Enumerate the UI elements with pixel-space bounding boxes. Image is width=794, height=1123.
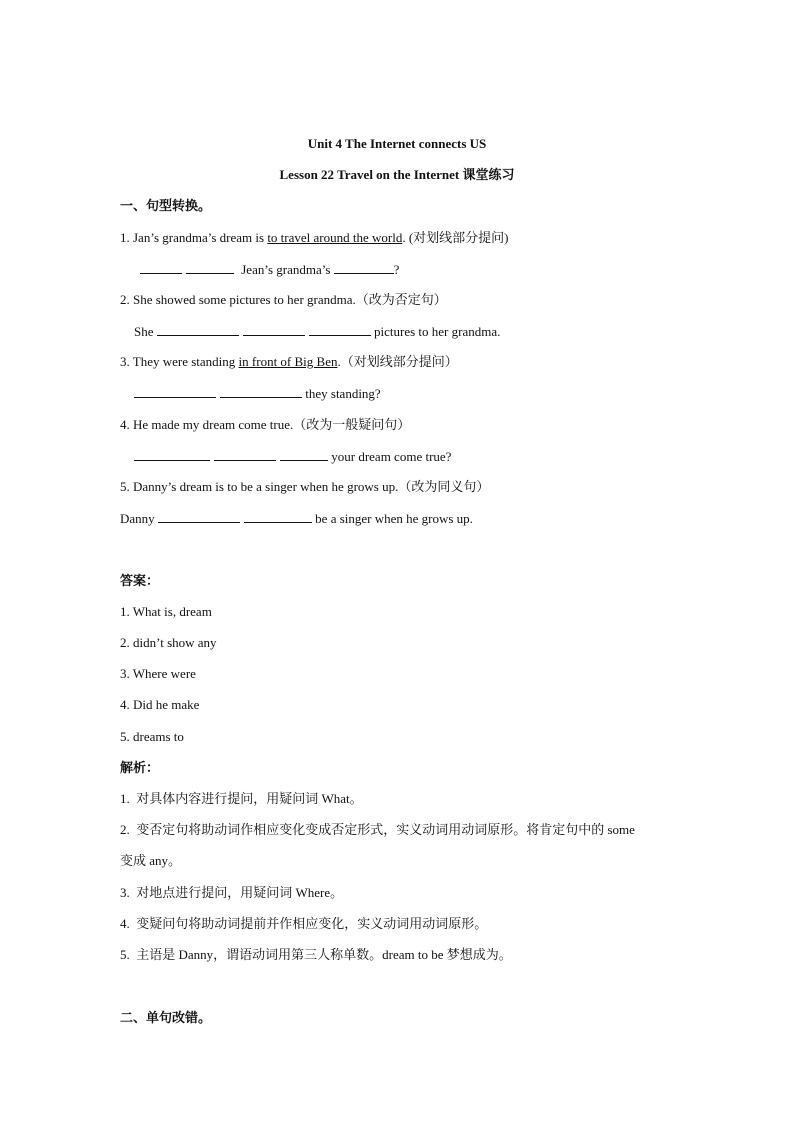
- answer-line-1-mid: Jean’s grandma’s: [238, 262, 334, 277]
- analysis-item: 4. 变疑问句将助动词提前并作相应变化，实义动词用动词原形。: [120, 916, 488, 931]
- blank[interactable]: [157, 323, 239, 336]
- answer-line-4: [134, 448, 451, 465]
- analysis-item: 2. 变否定句将助动词作相应变化变成否定形式，实义动词用动词原形。将肯定句中的 some: [120, 822, 635, 837]
- question-3: [120, 354, 458, 370]
- answer-line-4-post: your dream come true?: [328, 449, 452, 464]
- answer-line-5: [120, 510, 473, 527]
- blank[interactable]: [280, 448, 328, 461]
- question-3-pre: 3. They were standing: [120, 354, 239, 369]
- analysis-item: 1. 对具体内容进行提问，用疑问词 What。: [120, 791, 363, 806]
- answer-line-2-post: pictures to her grandma.: [370, 324, 501, 339]
- analysis-item: 5. 主语是 Danny，谓语动词用第三人称单数。dream to be 梦想成为。: [120, 947, 512, 962]
- blank[interactable]: [244, 510, 312, 523]
- blank[interactable]: [220, 385, 302, 398]
- question-1-pre: 1. Jan’s grandma’s dream is: [120, 230, 268, 245]
- question-3-underlined: in front of Big Ben: [238, 354, 338, 369]
- analysis-item: 3. 对地点进行提问，用疑问词 Where。: [120, 885, 344, 900]
- blank[interactable]: [334, 261, 394, 274]
- answer-line-5-pre: Danny: [120, 511, 158, 526]
- answer-line-2-pre: She: [134, 324, 157, 339]
- analysis-item: 变成 any。: [120, 853, 182, 868]
- document-subtitle: Lesson 22 Travel on the Internet 课堂练习: [279, 167, 515, 182]
- blank[interactable]: [214, 448, 276, 461]
- answer-item: 5. dreams to: [120, 729, 184, 744]
- question-1-post: . (对划线部分提问): [402, 230, 509, 245]
- blank[interactable]: [140, 261, 182, 274]
- answer-line-5-post: be a singer when he grows up.: [311, 511, 473, 526]
- blank[interactable]: [134, 448, 210, 461]
- blank[interactable]: [243, 323, 305, 336]
- section1-heading: 一、句型转换。: [120, 198, 212, 213]
- answer-line-2: [134, 323, 500, 340]
- question-2: 2. She showed some pictures to her grandma.（改为否定句）: [120, 292, 447, 307]
- question-5: 5. Danny’s dream is to be a singer when he grows up.（改为同义句）: [120, 479, 490, 494]
- answer-item: 4. Did he make: [120, 697, 200, 712]
- answer-item: 2. didn’t show any: [120, 635, 217, 650]
- answer-item: 3. Where were: [120, 666, 196, 681]
- question-1-underlined: to travel around the world: [267, 230, 403, 245]
- answer-item: 1. What is, dream: [120, 604, 212, 619]
- question-3-post: .（对划线部分提问）: [337, 354, 458, 369]
- answer-line-3-post: they standing?: [302, 386, 381, 401]
- answer-line-1: [140, 261, 399, 278]
- question-1: [120, 230, 509, 246]
- question-4: 4. He made my dream come true.（改为一般疑问句）: [120, 417, 411, 432]
- blank[interactable]: [134, 385, 216, 398]
- answer-line-3: [134, 385, 381, 402]
- document-title: Unit 4 The Internet connects US: [307, 136, 487, 151]
- answers-heading: 答案：: [120, 573, 160, 588]
- blank[interactable]: [186, 261, 234, 274]
- blank[interactable]: [158, 510, 240, 523]
- answer-line-1-end: ?: [393, 262, 400, 277]
- section2-heading: 二、单句改错。: [120, 1010, 212, 1025]
- analysis-heading: 解析：: [120, 760, 160, 775]
- blank[interactable]: [309, 323, 371, 336]
